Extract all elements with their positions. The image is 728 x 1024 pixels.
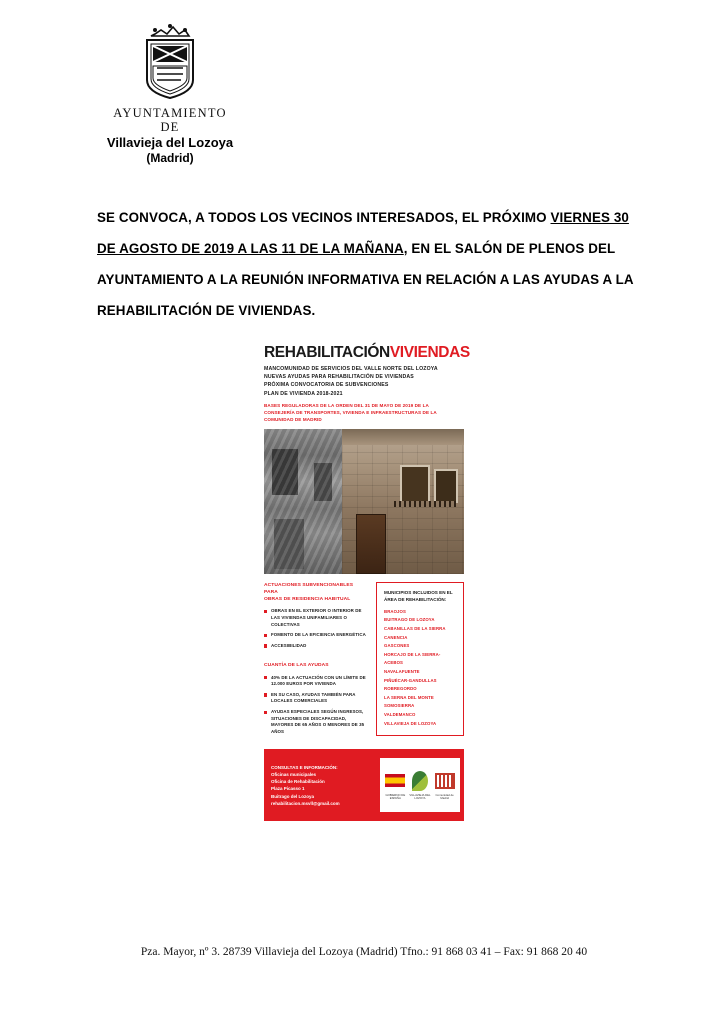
list-item: VILLAVIEJA DE LOZOYA (384, 720, 437, 726)
photo-balcony (394, 501, 456, 507)
coat-of-arms-icon (137, 22, 203, 100)
poster (258, 344, 470, 821)
poster-logo-strip (380, 758, 460, 812)
poster-legal-note: BASES REGULADORAS DE LA ORDEN DEL 31 DE MAYO DE 2019 DE LA CONSEJERÍA DE TRANSPORTES, VIVIENDA E INFRAESTRUCTURAS DE LA COMUNIDAD DE MADRID (264, 402, 437, 422)
poster-municipalities-box (376, 582, 464, 736)
municipalities-heading-line-2: ÁREA DE REHABILITACIÓN: (384, 596, 447, 602)
contact-line-2: Oficina de Rehabilitación (271, 779, 325, 785)
list-item: BRAOJOS (384, 608, 406, 614)
list-item: AYUDAS ESPECIALES SEGÚN INGRESOS, SITUACIONES DE DISCAPACIDAD, MAYORES DE 65 AÑOS O MENORES DE 35 AÑOS (264, 709, 368, 735)
document-footer: Pza. Mayor, nº 3. 28739 Villavieja del Lozoya (Madrid) Tfno.: 91 868 03 41 – Fax: 91 868 20 40 (140, 946, 588, 958)
poster-columns (264, 582, 464, 740)
photo-door (356, 514, 386, 574)
poster-photo-color-half (342, 429, 464, 574)
poster-subtitle-line-2: NUEVAS AYUDAS PARA REHABILITACIÓN DE VIVIENDAS (264, 374, 414, 381)
notice-text-part-2: , EN EL SALÓN DE PLENOS DEL AYUNTAMIENTO A LA REUNIÓN INFORMATIVA EN RELACIÓN A LAS AYUDAS A LA REHABILITACIÓN DE VIVIENDAS. (97, 241, 634, 318)
spain-flag-icon (384, 770, 407, 792)
poster-title (264, 344, 470, 361)
contact-email: rehabilitacion.msvll@gmail.com (271, 800, 340, 806)
list-item: FOMENTO DE LA EFICIENCIA ENERGÉTICA (264, 632, 368, 639)
municipalities-heading (384, 589, 458, 603)
gobierno-espana-logo (384, 770, 407, 801)
list-item: OBRAS EN EL EXTERIOR O INTERIOR DE LAS VIVIENDAS UNIFAMILIARES O COLECTIVAS (264, 608, 368, 628)
letterhead (0, 22, 340, 166)
list-item: BUITRAGO DE LOZOYA (384, 617, 435, 623)
poster-subtitle-line-3: PRÓXIMA CONVOCATORIA DE SUBVENCIONES (264, 382, 389, 389)
notice-paragraph (97, 202, 637, 326)
photo-window-1 (400, 465, 430, 503)
list-item: CABANILLAS DE LA SIERRA (384, 626, 446, 631)
poster-subtitle-line-1: MANCOMUNIDAD DE SERVICIOS DEL VALLE NORTE DEL LOZOYA (264, 366, 438, 372)
poster-title-black: REHABILITACIÓN (264, 344, 390, 361)
contact-info (271, 764, 375, 807)
list-item: HORCAJO DE LA SIERRA-ACEBOS (384, 651, 441, 666)
column-spacer (264, 653, 368, 662)
photo-roof (342, 429, 464, 445)
poster-left-column (264, 582, 368, 740)
municipalities-list (384, 608, 458, 728)
notice-text-underlined: VIERNES 30 DE AGOSTO DE 2019 A LAS 11 DE LA MAÑANA (97, 210, 629, 256)
list-item: EN SU CASO, AYUDAS TAMBIÉN PARA LOCALES COMERCIALES (264, 692, 368, 705)
contact-heading: CONSULTAS E INFORMACIÓN: (271, 764, 338, 770)
poster-title-red: VIVIENDAS (389, 344, 470, 361)
aid-amount-list (264, 675, 368, 736)
poster-contact-band (264, 749, 464, 821)
list-item: ROBREGORDO (384, 686, 417, 692)
municipalities-heading-line-1: MUNICIPIOS INCLUIDOS EN EL (384, 589, 453, 595)
aid-amount-heading: CUANTÍA DE LAS AYUDAS (264, 663, 329, 669)
subsidized-works-heading (264, 582, 368, 604)
list-item: NAVALAFUENTE (384, 668, 420, 674)
poster-photo (264, 429, 464, 574)
photo-window-2 (434, 469, 458, 503)
list-item: SOMOSIERRA (384, 703, 415, 709)
valle-norte-caption: VILLAVIEJA DEL LOZOYA (409, 792, 431, 801)
list-item: 40% DE LA ACTUACIÓN CON UN LÍMITE DE 12.000 EUROS POR VIVIENDA (264, 675, 368, 688)
leaf-icon (408, 770, 431, 792)
notice-text-part-1: SE CONVOCA, A TODOS LOS VECINOS INTERESADOS, EL PRÓXIMO (97, 210, 551, 225)
subsidized-works-heading-line-2: OBRAS DE RESIDENCIA HABITUAL (264, 597, 351, 603)
list-item: PIÑUÉCAR-GANDULLAS (384, 677, 437, 683)
letterhead-line-2: DE (160, 120, 180, 134)
list-item: LA SERNA DEL MONTE (384, 694, 434, 700)
subsidized-works-heading-line-1: ACTUACIONES SUBVENCIONABLES PARA (264, 582, 354, 596)
letterhead-municipality: Villavieja del Lozoya (106, 135, 234, 150)
list-item: CANENCIA (384, 634, 408, 640)
contact-line-4: Buitrago del Lozoya (271, 793, 315, 799)
list-item: ACCESIBILIDAD (264, 643, 368, 650)
gobierno-espana-caption: GOBIERNO DE ESPAÑA (385, 792, 406, 801)
subsidized-works-list (264, 608, 368, 649)
comunidad-madrid-caption: Comunidad de Madrid (435, 792, 454, 801)
list-item: VALDEMANCO (384, 711, 416, 717)
valle-norte-lozoya-logo (408, 770, 431, 801)
comunidad-de-madrid-logo (433, 770, 456, 801)
poster-subtitle (264, 365, 470, 398)
letterhead-line-1: AYUNTAMIENTO (113, 106, 227, 120)
contact-line-1: Oficinas municipales (271, 771, 317, 777)
list-item: GASCONES (384, 643, 410, 649)
poster-photo-bw-half (264, 429, 342, 574)
letterhead-province: (Madrid) (146, 151, 194, 165)
poster-subtitle-line-4: PLAN DE VIVIENDA 2018-2021 (264, 390, 343, 397)
madrid-emblem-icon (433, 770, 456, 792)
contact-line-3: Plaza Picasso 1 (271, 786, 305, 792)
